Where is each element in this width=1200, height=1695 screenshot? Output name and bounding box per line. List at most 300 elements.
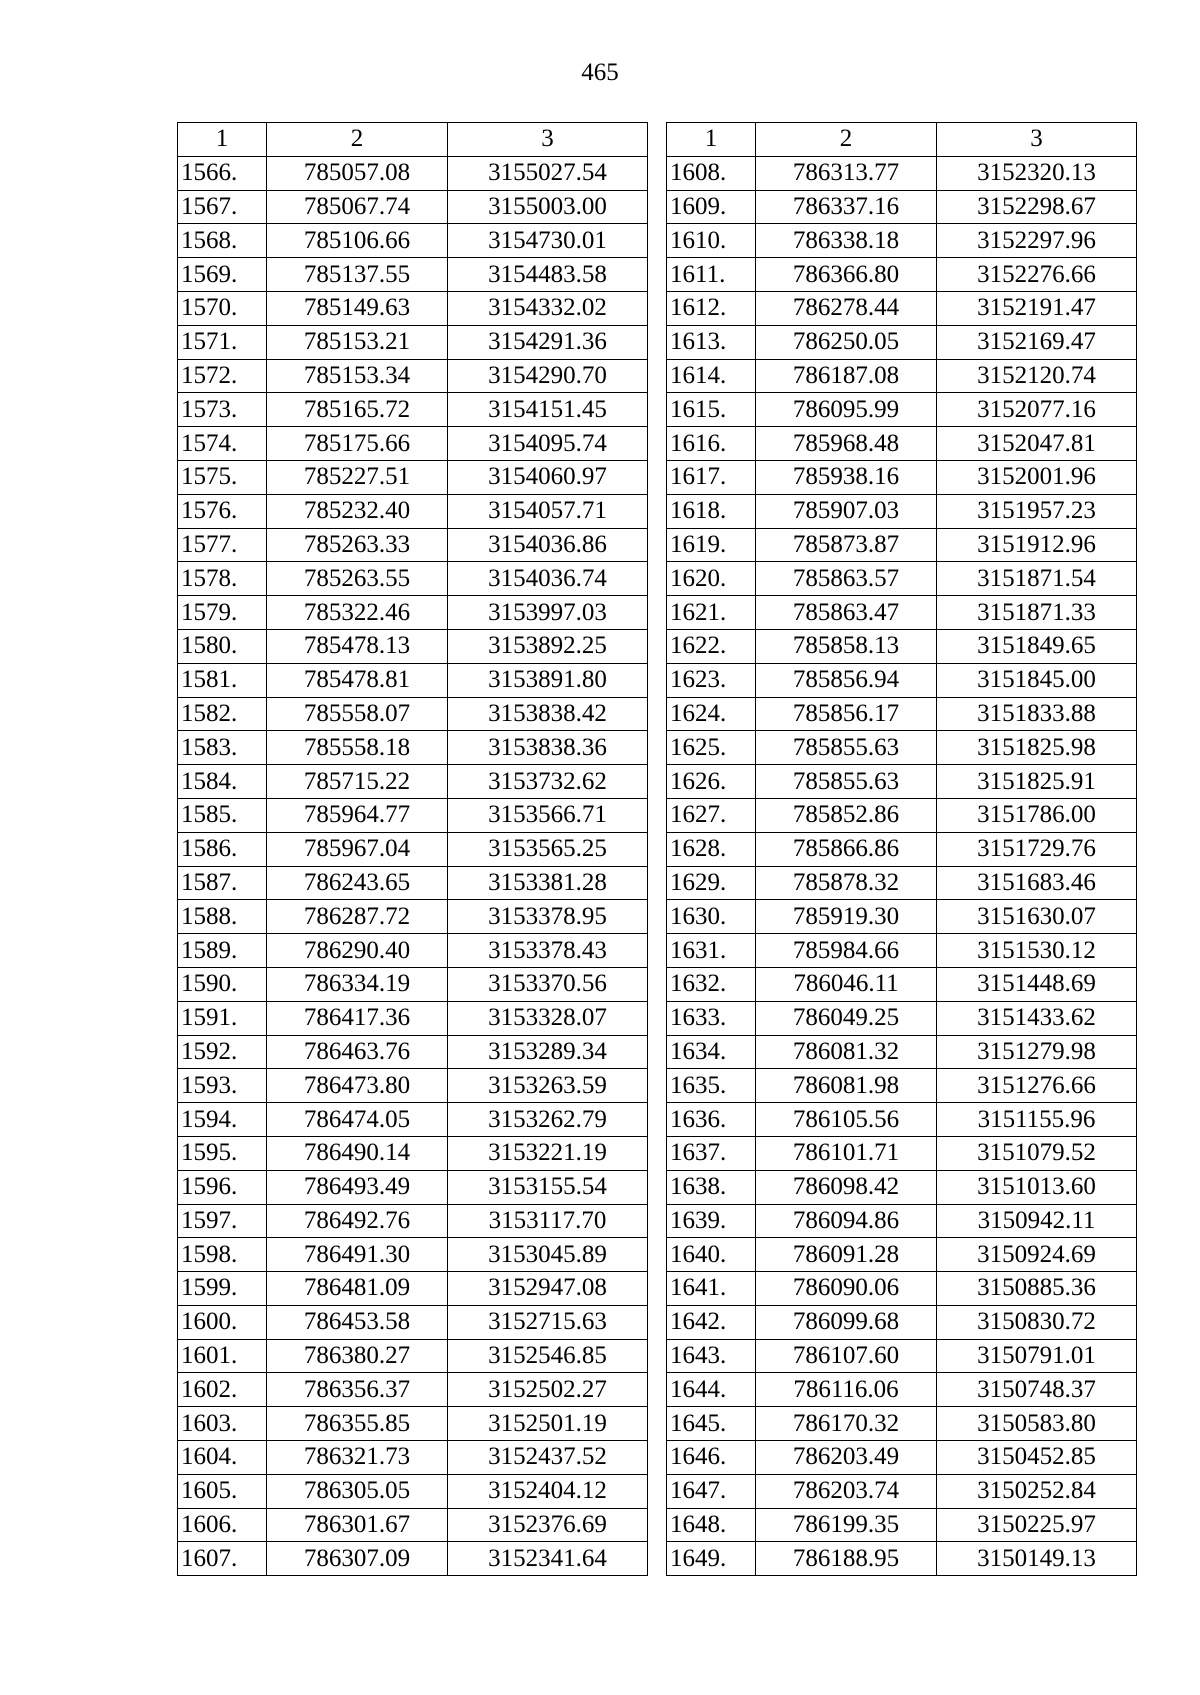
x-coordinate-cell: 785984.66 (756, 934, 937, 968)
x-coordinate-cell: 786417.36 (267, 1001, 448, 1035)
point-number-cell: 1648. (667, 1508, 756, 1542)
point-number-cell: 1576. (178, 494, 267, 528)
y-coordinate-cell: 3150830.72 (937, 1305, 1137, 1339)
table-row (667, 1508, 1137, 1542)
y-coordinate-cell: 3153045.89 (448, 1238, 648, 1272)
point-number-cell: 1624. (667, 697, 756, 731)
point-number-cell: 1607. (178, 1542, 267, 1576)
point-number-cell: 1584. (178, 765, 267, 799)
point-number-cell: 1571. (178, 325, 267, 359)
y-coordinate-cell: 3153892.25 (448, 629, 648, 663)
x-coordinate-cell: 785232.40 (267, 494, 448, 528)
point-number-cell: 1581. (178, 663, 267, 697)
point-number-cell: 1599. (178, 1272, 267, 1306)
point-number-cell: 1579. (178, 596, 267, 630)
y-coordinate-cell: 3150942.11 (937, 1204, 1137, 1238)
table-header-row (178, 123, 648, 157)
point-number-cell: 1575. (178, 460, 267, 494)
table-row (667, 1373, 1137, 1407)
point-number-cell: 1636. (667, 1103, 756, 1137)
x-coordinate-cell: 786337.16 (756, 190, 937, 224)
x-coordinate-cell: 786243.65 (267, 866, 448, 900)
table-row (178, 427, 648, 461)
y-coordinate-cell: 3151683.46 (937, 866, 1137, 900)
point-number-cell: 1592. (178, 1035, 267, 1069)
table-row (667, 494, 1137, 528)
x-coordinate-cell: 785137.55 (267, 258, 448, 292)
point-number-cell: 1593. (178, 1069, 267, 1103)
table-row (667, 967, 1137, 1001)
y-coordinate-cell: 3153891.80 (448, 663, 648, 697)
point-number-cell: 1585. (178, 798, 267, 832)
y-coordinate-cell: 3151729.76 (937, 832, 1137, 866)
y-coordinate-cell: 3155027.54 (448, 156, 648, 190)
table-row (178, 866, 648, 900)
point-number-cell: 1605. (178, 1474, 267, 1508)
table-row (667, 156, 1137, 190)
y-coordinate-cell: 3151912.96 (937, 528, 1137, 562)
point-number-cell: 1640. (667, 1238, 756, 1272)
table-row (178, 393, 648, 427)
point-number-cell: 1586. (178, 832, 267, 866)
table-row (178, 1508, 648, 1542)
table-row (178, 1170, 648, 1204)
table-row (667, 1272, 1137, 1306)
table-row (667, 190, 1137, 224)
y-coordinate-cell: 3151833.88 (937, 697, 1137, 731)
x-coordinate-cell: 785866.86 (756, 832, 937, 866)
point-number-cell: 1569. (178, 258, 267, 292)
y-coordinate-cell: 3152191.47 (937, 291, 1137, 325)
point-number-cell: 1570. (178, 291, 267, 325)
x-coordinate-cell: 785106.66 (267, 224, 448, 258)
y-coordinate-cell: 3151825.98 (937, 731, 1137, 765)
point-number-cell: 1612. (667, 291, 756, 325)
point-number-cell: 1646. (667, 1441, 756, 1475)
table-row (667, 1001, 1137, 1035)
column-header: 2 (756, 123, 937, 157)
y-coordinate-cell: 3154730.01 (448, 224, 648, 258)
x-coordinate-cell: 786278.44 (756, 291, 937, 325)
table-row (178, 731, 648, 765)
x-coordinate-cell: 785852.86 (756, 798, 937, 832)
table-row (178, 1474, 648, 1508)
x-coordinate-cell: 786492.76 (267, 1204, 448, 1238)
y-coordinate-cell: 3154290.70 (448, 359, 648, 393)
point-number-cell: 1589. (178, 934, 267, 968)
table-row (178, 156, 648, 190)
point-number-cell: 1601. (178, 1339, 267, 1373)
x-coordinate-cell: 785322.46 (267, 596, 448, 630)
x-coordinate-cell: 786334.19 (267, 967, 448, 1001)
y-coordinate-cell: 3150748.37 (937, 1373, 1137, 1407)
table-row (178, 1001, 648, 1035)
table-row (178, 1305, 648, 1339)
point-number-cell: 1588. (178, 900, 267, 934)
x-coordinate-cell: 786098.42 (756, 1170, 937, 1204)
y-coordinate-cell: 3154483.58 (448, 258, 648, 292)
point-number-cell: 1649. (667, 1542, 756, 1576)
table-row (178, 900, 648, 934)
table-row (667, 596, 1137, 630)
table-row (667, 460, 1137, 494)
x-coordinate-cell: 786203.74 (756, 1474, 937, 1508)
table-row (667, 1035, 1137, 1069)
x-coordinate-cell: 786474.05 (267, 1103, 448, 1137)
point-number-cell: 1587. (178, 866, 267, 900)
point-number-cell: 1578. (178, 562, 267, 596)
x-coordinate-cell: 785149.63 (267, 291, 448, 325)
point-number-cell: 1634. (667, 1035, 756, 1069)
x-coordinate-cell: 786355.85 (267, 1407, 448, 1441)
table-row (178, 1542, 648, 1576)
point-number-cell: 1600. (178, 1305, 267, 1339)
x-coordinate-cell: 786091.28 (756, 1238, 937, 1272)
table-header-row (667, 123, 1137, 157)
x-coordinate-cell: 785227.51 (267, 460, 448, 494)
table-row (178, 224, 648, 258)
table-row (667, 359, 1137, 393)
table-row (178, 258, 648, 292)
x-coordinate-cell: 786081.32 (756, 1035, 937, 1069)
table-row (667, 393, 1137, 427)
x-coordinate-cell: 786338.18 (756, 224, 937, 258)
y-coordinate-cell: 3152376.69 (448, 1508, 648, 1542)
table-row (178, 1373, 648, 1407)
table-row (178, 359, 648, 393)
point-number-cell: 1591. (178, 1001, 267, 1035)
point-number-cell: 1613. (667, 325, 756, 359)
table-row (667, 629, 1137, 663)
x-coordinate-cell: 786366.80 (756, 258, 937, 292)
point-number-cell: 1620. (667, 562, 756, 596)
y-coordinate-cell: 3150225.97 (937, 1508, 1137, 1542)
x-coordinate-cell: 786463.76 (267, 1035, 448, 1069)
point-number-cell: 1616. (667, 427, 756, 461)
point-number-cell: 1590. (178, 967, 267, 1001)
x-coordinate-cell: 785967.04 (267, 832, 448, 866)
point-number-cell: 1625. (667, 731, 756, 765)
y-coordinate-cell: 3154057.71 (448, 494, 648, 528)
point-number-cell: 1596. (178, 1170, 267, 1204)
table-row (667, 224, 1137, 258)
x-coordinate-cell: 786199.35 (756, 1508, 937, 1542)
table-row (667, 1542, 1137, 1576)
x-coordinate-cell: 785873.87 (756, 528, 937, 562)
point-number-cell: 1608. (667, 156, 756, 190)
table-row (667, 934, 1137, 968)
point-number-cell: 1639. (667, 1204, 756, 1238)
x-coordinate-cell: 786307.09 (267, 1542, 448, 1576)
table-row (667, 1136, 1137, 1170)
table-row (667, 697, 1137, 731)
table-row (667, 258, 1137, 292)
x-coordinate-cell: 785067.74 (267, 190, 448, 224)
x-coordinate-cell: 785153.34 (267, 359, 448, 393)
point-number-cell: 1597. (178, 1204, 267, 1238)
point-number-cell: 1604. (178, 1441, 267, 1475)
table-row (667, 1103, 1137, 1137)
y-coordinate-cell: 3151786.00 (937, 798, 1137, 832)
point-number-cell: 1598. (178, 1238, 267, 1272)
point-number-cell: 1645. (667, 1407, 756, 1441)
y-coordinate-cell: 3151279.98 (937, 1035, 1137, 1069)
y-coordinate-cell: 3152298.67 (937, 190, 1137, 224)
y-coordinate-cell: 3152047.81 (937, 427, 1137, 461)
y-coordinate-cell: 3152001.96 (937, 460, 1137, 494)
x-coordinate-cell: 785057.08 (267, 156, 448, 190)
table-row (178, 1103, 648, 1137)
y-coordinate-cell: 3150252.84 (937, 1474, 1137, 1508)
coordinates-table-left (177, 122, 648, 1576)
x-coordinate-cell: 786090.06 (756, 1272, 937, 1306)
y-coordinate-cell: 3154291.36 (448, 325, 648, 359)
table-row (667, 1474, 1137, 1508)
point-number-cell: 1574. (178, 427, 267, 461)
point-number-cell: 1582. (178, 697, 267, 731)
table-row (667, 1170, 1137, 1204)
y-coordinate-cell: 3153378.95 (448, 900, 648, 934)
y-coordinate-cell: 3154060.97 (448, 460, 648, 494)
table-row (178, 934, 648, 968)
x-coordinate-cell: 786170.32 (756, 1407, 937, 1441)
table-row (667, 291, 1137, 325)
y-coordinate-cell: 3154036.86 (448, 528, 648, 562)
column-header: 3 (448, 123, 648, 157)
point-number-cell: 1610. (667, 224, 756, 258)
y-coordinate-cell: 3151433.62 (937, 1001, 1137, 1035)
table-row (178, 562, 648, 596)
table-row (667, 325, 1137, 359)
point-number-cell: 1577. (178, 528, 267, 562)
table-row (178, 1272, 648, 1306)
x-coordinate-cell: 786046.11 (756, 967, 937, 1001)
y-coordinate-cell: 3152502.27 (448, 1373, 648, 1407)
table-row (178, 1238, 648, 1272)
point-number-cell: 1603. (178, 1407, 267, 1441)
point-number-cell: 1630. (667, 900, 756, 934)
y-coordinate-cell: 3152077.16 (937, 393, 1137, 427)
y-coordinate-cell: 3153155.54 (448, 1170, 648, 1204)
point-number-cell: 1594. (178, 1103, 267, 1137)
table-row (667, 1305, 1137, 1339)
y-coordinate-cell: 3153997.03 (448, 596, 648, 630)
y-coordinate-cell: 3154095.74 (448, 427, 648, 461)
point-number-cell: 1567. (178, 190, 267, 224)
table-row (178, 663, 648, 697)
x-coordinate-cell: 786105.56 (756, 1103, 937, 1137)
table-row (178, 765, 648, 799)
table-row (178, 798, 648, 832)
x-coordinate-cell: 785153.21 (267, 325, 448, 359)
x-coordinate-cell: 785907.03 (756, 494, 937, 528)
x-coordinate-cell: 786356.37 (267, 1373, 448, 1407)
y-coordinate-cell: 3151530.12 (937, 934, 1137, 968)
y-coordinate-cell: 3151079.52 (937, 1136, 1137, 1170)
table-row (178, 629, 648, 663)
y-coordinate-cell: 3151013.60 (937, 1170, 1137, 1204)
y-coordinate-cell: 3153221.19 (448, 1136, 648, 1170)
page-number: 465 (581, 59, 619, 86)
point-number-cell: 1580. (178, 629, 267, 663)
point-number-cell: 1627. (667, 798, 756, 832)
y-coordinate-cell: 3150452.85 (937, 1441, 1137, 1475)
y-coordinate-cell: 3153263.59 (448, 1069, 648, 1103)
x-coordinate-cell: 785863.57 (756, 562, 937, 596)
x-coordinate-cell: 785919.30 (756, 900, 937, 934)
table-row (667, 427, 1137, 461)
y-coordinate-cell: 3154332.02 (448, 291, 648, 325)
y-coordinate-cell: 3153565.25 (448, 832, 648, 866)
x-coordinate-cell: 786081.98 (756, 1069, 937, 1103)
point-number-cell: 1621. (667, 596, 756, 630)
x-coordinate-cell: 785968.48 (756, 427, 937, 461)
x-coordinate-cell: 786099.68 (756, 1305, 937, 1339)
x-coordinate-cell: 786321.73 (267, 1441, 448, 1475)
coordinates-table-right (666, 122, 1137, 1576)
x-coordinate-cell: 785878.32 (756, 866, 937, 900)
y-coordinate-cell: 3151825.91 (937, 765, 1137, 799)
y-coordinate-cell: 3152501.19 (448, 1407, 648, 1441)
table-row (667, 1407, 1137, 1441)
point-number-cell: 1637. (667, 1136, 756, 1170)
x-coordinate-cell: 785263.55 (267, 562, 448, 596)
y-coordinate-cell: 3152320.13 (937, 156, 1137, 190)
table-row (178, 460, 648, 494)
point-number-cell: 1635. (667, 1069, 756, 1103)
point-number-cell: 1644. (667, 1373, 756, 1407)
y-coordinate-cell: 3150149.13 (937, 1542, 1137, 1576)
y-coordinate-cell: 3151845.00 (937, 663, 1137, 697)
x-coordinate-cell: 785858.13 (756, 629, 937, 663)
point-number-cell: 1611. (667, 258, 756, 292)
y-coordinate-cell: 3152404.12 (448, 1474, 648, 1508)
column-header: 2 (267, 123, 448, 157)
point-number-cell: 1628. (667, 832, 756, 866)
point-number-cell: 1573. (178, 393, 267, 427)
point-number-cell: 1631. (667, 934, 756, 968)
y-coordinate-cell: 3150791.01 (937, 1339, 1137, 1373)
point-number-cell: 1626. (667, 765, 756, 799)
y-coordinate-cell: 3153328.07 (448, 1001, 648, 1035)
table-row (178, 1136, 648, 1170)
x-coordinate-cell: 786305.05 (267, 1474, 448, 1508)
point-number-cell: 1622. (667, 629, 756, 663)
y-coordinate-cell: 3150583.80 (937, 1407, 1137, 1441)
y-coordinate-cell: 3154036.74 (448, 562, 648, 596)
x-coordinate-cell: 785175.66 (267, 427, 448, 461)
x-coordinate-cell: 785856.17 (756, 697, 937, 731)
table-row (178, 1069, 648, 1103)
y-coordinate-cell: 3152715.63 (448, 1305, 648, 1339)
x-coordinate-cell: 785938.16 (756, 460, 937, 494)
x-coordinate-cell: 786301.67 (267, 1508, 448, 1542)
table-row (667, 1441, 1137, 1475)
point-number-cell: 1633. (667, 1001, 756, 1035)
point-number-cell: 1641. (667, 1272, 756, 1306)
y-coordinate-cell: 3153378.43 (448, 934, 648, 968)
table-row (667, 798, 1137, 832)
point-number-cell: 1623. (667, 663, 756, 697)
table-row (667, 765, 1137, 799)
point-number-cell: 1614. (667, 359, 756, 393)
table-row (667, 866, 1137, 900)
y-coordinate-cell: 3152276.66 (937, 258, 1137, 292)
x-coordinate-cell: 785856.94 (756, 663, 937, 697)
y-coordinate-cell: 3155003.00 (448, 190, 648, 224)
table-row (667, 1069, 1137, 1103)
x-coordinate-cell: 786473.80 (267, 1069, 448, 1103)
point-number-cell: 1595. (178, 1136, 267, 1170)
point-number-cell: 1568. (178, 224, 267, 258)
y-coordinate-cell: 3153838.42 (448, 697, 648, 731)
point-number-cell: 1572. (178, 359, 267, 393)
point-number-cell: 1643. (667, 1339, 756, 1373)
x-coordinate-cell: 786250.05 (756, 325, 937, 359)
y-coordinate-cell: 3153289.34 (448, 1035, 648, 1069)
y-coordinate-cell: 3153566.71 (448, 798, 648, 832)
table-row (178, 1339, 648, 1373)
x-coordinate-cell: 785263.33 (267, 528, 448, 562)
point-number-cell: 1583. (178, 731, 267, 765)
x-coordinate-cell: 785478.81 (267, 663, 448, 697)
y-coordinate-cell: 3152169.47 (937, 325, 1137, 359)
column-header: 3 (937, 123, 1137, 157)
table-row (178, 596, 648, 630)
table-row (667, 528, 1137, 562)
y-coordinate-cell: 3152437.52 (448, 1441, 648, 1475)
y-coordinate-cell: 3151155.96 (937, 1103, 1137, 1137)
y-coordinate-cell: 3152546.85 (448, 1339, 648, 1373)
x-coordinate-cell: 786313.77 (756, 156, 937, 190)
y-coordinate-cell: 3151630.07 (937, 900, 1137, 934)
x-coordinate-cell: 786094.86 (756, 1204, 937, 1238)
table-row (178, 1204, 648, 1238)
table-row (178, 1441, 648, 1475)
x-coordinate-cell: 786188.95 (756, 1542, 937, 1576)
x-coordinate-cell: 786290.40 (267, 934, 448, 968)
table-row (178, 325, 648, 359)
table-row (667, 1204, 1137, 1238)
x-coordinate-cell: 786203.49 (756, 1441, 937, 1475)
y-coordinate-cell: 3151276.66 (937, 1069, 1137, 1103)
point-number-cell: 1638. (667, 1170, 756, 1204)
table-row (667, 1238, 1137, 1272)
y-coordinate-cell: 3151957.23 (937, 494, 1137, 528)
y-coordinate-cell: 3152947.08 (448, 1272, 648, 1306)
y-coordinate-cell: 3152297.96 (937, 224, 1137, 258)
y-coordinate-cell: 3151448.69 (937, 967, 1137, 1001)
x-coordinate-cell: 785855.63 (756, 731, 937, 765)
x-coordinate-cell: 786481.09 (267, 1272, 448, 1306)
point-number-cell: 1642. (667, 1305, 756, 1339)
x-coordinate-cell: 785715.22 (267, 765, 448, 799)
x-coordinate-cell: 786187.08 (756, 359, 937, 393)
y-coordinate-cell: 3153732.62 (448, 765, 648, 799)
x-coordinate-cell: 786101.71 (756, 1136, 937, 1170)
x-coordinate-cell: 785964.77 (267, 798, 448, 832)
point-number-cell: 1647. (667, 1474, 756, 1508)
x-coordinate-cell: 785478.13 (267, 629, 448, 663)
point-number-cell: 1602. (178, 1373, 267, 1407)
point-number-cell: 1629. (667, 866, 756, 900)
y-coordinate-cell: 3151849.65 (937, 629, 1137, 663)
table-row (178, 190, 648, 224)
y-coordinate-cell: 3150885.36 (937, 1272, 1137, 1306)
x-coordinate-cell: 786287.72 (267, 900, 448, 934)
y-coordinate-cell: 3153838.36 (448, 731, 648, 765)
table-row (178, 494, 648, 528)
